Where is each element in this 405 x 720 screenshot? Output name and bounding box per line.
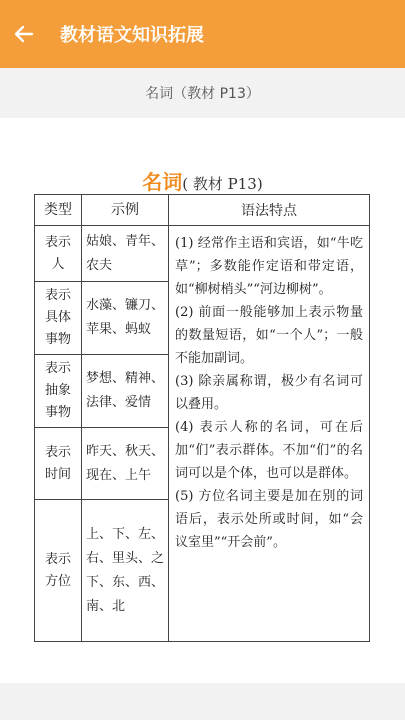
- row-type: 表示具体事物: [35, 282, 82, 355]
- feature-4: (4) 表示人称的名词，可在后加“们”表示群体。不加“们”的名词可以是个体，也可以是群体。: [175, 420, 363, 481]
- row-example: 水藻、镰刀、苹果、蚂蚁: [82, 282, 169, 355]
- row-type: 表示抽象事物: [35, 355, 82, 428]
- features-cell: [169, 226, 370, 642]
- feature-1: (1) 经常作主语和宾语，如“牛吃草”；多数能作定语和带定语，如“柳树梢头”“河边柳树”。: [175, 236, 363, 297]
- app-bar: [0, 0, 405, 68]
- row-type: 表示方位: [35, 500, 82, 642]
- figure-source: ( 教材 P13): [182, 175, 263, 193]
- row-example: 姑娘、青年、农夫: [82, 226, 169, 282]
- figure-heading: [0, 166, 405, 195]
- row-type: 表示时间: [35, 428, 82, 500]
- figure-keyword: 名词: [142, 170, 183, 194]
- header-features: 语法特点: [169, 195, 370, 226]
- grammar-table: [34, 194, 370, 642]
- feature-2: (2) 前面一般能够加上表示物量的数量短语，如“一个人”；一般不能加副词。: [175, 305, 363, 366]
- page-title: 教材语文知识拓展: [60, 25, 204, 46]
- bottom-area: [0, 683, 405, 720]
- feature-3: (3) 除亲属称谓，极少有名词可以叠用。: [175, 374, 363, 412]
- back-button[interactable]: [0, 10, 48, 58]
- row-example: 昨天、秋天、现在、上午: [82, 428, 169, 500]
- table-row: [35, 226, 370, 282]
- arrow-left-icon: [14, 24, 34, 44]
- row-example: 梦想、精神、法律、爱情: [82, 355, 169, 428]
- subtitle: 名词（教材 P13）: [145, 86, 260, 102]
- table-header-row: [35, 195, 370, 226]
- header-type: 类型: [35, 195, 82, 226]
- header-example: 示例: [82, 195, 169, 226]
- subtitle-bar: [0, 68, 405, 118]
- feature-5: (5) 方位名词主要是加在别的词语后，表示处所或时间，如“会议室里”“开会前”。: [175, 489, 363, 550]
- row-type: 表示人: [35, 226, 82, 282]
- row-example: 上、下、左、右、里头、之下、东、西、南、北: [82, 500, 169, 642]
